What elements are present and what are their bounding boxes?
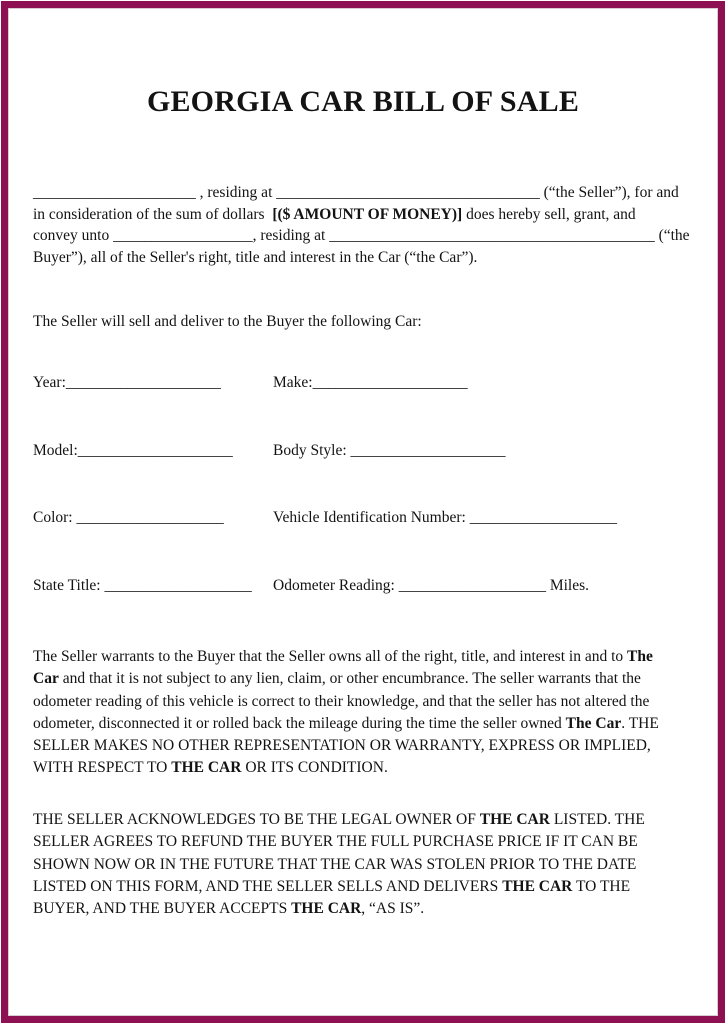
acknowledgement-line-4: [33, 876, 645, 898]
bold-text-segment: THE CAR: [291, 900, 362, 918]
odometer-label: Odometer Reading:: [273, 577, 399, 594]
intro-paragraph: [33, 182, 690, 268]
miles-suffix: Miles.: [545, 577, 590, 594]
bold-text-segment: THE CAR: [479, 811, 550, 828]
model-field: [33, 442, 233, 460]
vin-field: [273, 509, 617, 527]
color-label: Color:: [33, 509, 77, 526]
text-segment: THE SELLER ACKNOWLEDGES TO BE THE LEGAL OWNER OF: [33, 811, 480, 828]
text-segment: _____________________ , residing at __________________________________ (“the Seller”), for and: [33, 184, 679, 201]
year-field: [33, 374, 221, 392]
year-label: Year:: [33, 374, 66, 391]
text-segment: SHOWN NOW OR IN THE FUTURE THAT THE CAR WAS STOLEN PRIOR TO THE DATE: [33, 855, 637, 873]
intro-line-3: [33, 225, 690, 247]
intro-line-1: [33, 182, 690, 204]
make-label: Make:: [273, 374, 313, 391]
state-title-field: [33, 577, 252, 595]
text-segment: convey unto __________________, residing at __________________________________________ (“the: [33, 227, 690, 245]
bold-text-segment: THE CAR: [171, 759, 242, 777]
vehicle-field-row-model-bodystyle: [33, 442, 718, 464]
make-field: [273, 374, 468, 392]
warranty-line-5: [33, 735, 659, 757]
acknowledgement-line-5: [33, 898, 645, 920]
bold-text-segment: The: [627, 648, 653, 665]
text-segment: SELLER MAKES NO OTHER REPRESENTATION OR WARRANTY, EXPRESS OR IMPLIED,: [33, 737, 651, 755]
warranty-line-4: [33, 713, 659, 735]
bold-text-segment: [($ AMOUNT OF MONEY)]: [272, 205, 463, 223]
intro-line-2: [33, 204, 690, 226]
text-segment: in consideration of the sum of dollars: [33, 205, 273, 223]
text-segment: WITH RESPECT TO: [33, 759, 172, 777]
bill-of-sale-page: [1, 1, 725, 1023]
text-segment: and that it is not subject to any lien, claim, or other encumbrance. The seller warrants that the: [58, 670, 641, 688]
warranty-line-6: [33, 757, 659, 779]
color-blank: ___________________: [76, 509, 224, 526]
document-title: GEORGIA CAR BILL OF SALE: [146, 85, 580, 118]
text-segment: , “AS IS”.: [361, 900, 425, 918]
text-segment: The Seller warrants to the Buyer that the Seller owns all of the right, title, and interest in and to: [33, 648, 628, 665]
odometer-field: [273, 577, 589, 595]
state-title-label: State Title:: [33, 577, 105, 594]
vin-blank: ___________________: [469, 509, 617, 526]
color-field: [33, 509, 224, 527]
text-segment: LISTED. THE: [549, 811, 645, 828]
warranty-paragraph: [33, 646, 659, 780]
text-segment: TO THE: [572, 877, 631, 895]
bold-text-segment: Car: [33, 670, 59, 688]
body-style-blank: ____________________: [350, 442, 506, 459]
odometer-blank: ___________________: [398, 577, 546, 594]
make-blank: ____________________: [312, 374, 468, 391]
acknowledgement-line-2: [33, 831, 645, 853]
vehicle-section-heading: The Seller will sell and deliver to the Buyer the following Car:: [33, 313, 422, 330]
intro-line-4: [33, 247, 690, 269]
text-segment: does hereby sell, grant, and: [462, 205, 636, 223]
model-label: Model:: [33, 442, 78, 459]
year-blank: ____________________: [65, 374, 221, 391]
text-segment: BUYER, AND THE BUYER ACCEPTS: [33, 900, 292, 918]
text-segment: odometer reading of this vehicle is correct to their knowledge, and that the seller has not altered the: [33, 692, 650, 710]
bold-text-segment: The Car: [565, 714, 622, 732]
bold-text-segment: THE CAR: [502, 877, 573, 895]
state-title-blank: ___________________: [104, 577, 252, 594]
text-segment: Buyer”), all of the Seller's right, title and interest in the Car (“the Car”).: [33, 248, 478, 266]
text-segment: LISTED ON THIS FORM, AND THE SELLER SELLS AND DELIVERS: [33, 877, 503, 895]
body-style-label: Body Style:: [273, 442, 351, 459]
vehicle-field-row-statetitle-odometer: [33, 577, 718, 599]
text-segment: SELLER AGREES TO REFUND THE BUYER THE FULL PURCHASE PRICE IF IT CAN BE: [33, 833, 638, 851]
text-segment: OR ITS CONDITION.: [241, 759, 388, 777]
acknowledgement-paragraph: [33, 809, 645, 920]
vin-label: Vehicle Identification Number:: [273, 509, 470, 526]
vehicle-field-row-year-make: [33, 374, 718, 396]
vehicle-field-row-color-vin: [33, 509, 718, 531]
model-blank: ____________________: [77, 442, 233, 459]
warranty-line-3: [33, 691, 659, 713]
body-style-field: [273, 442, 506, 460]
text-segment: . THE: [621, 714, 659, 732]
acknowledgement-line-3: [33, 854, 645, 876]
warranty-line-1: [33, 646, 659, 668]
text-segment: odometer, disconnected it or rolled back the mileage during the time the seller owned: [33, 714, 566, 732]
warranty-line-2: [33, 668, 659, 690]
acknowledgement-line-1: [33, 809, 645, 831]
